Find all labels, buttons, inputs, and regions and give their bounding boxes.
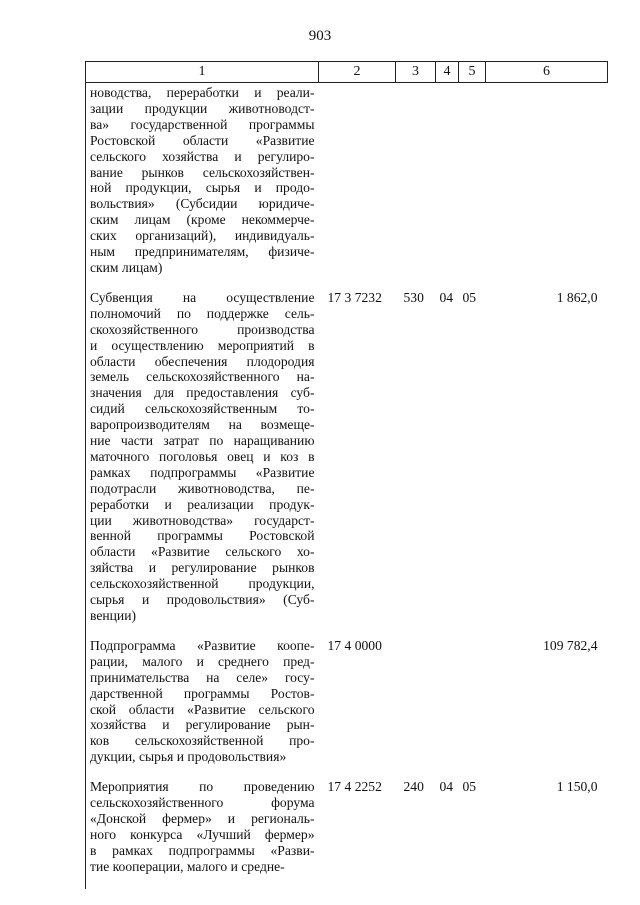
expense-type [396,83,436,290]
description-line: области «Развитие сельского хо- [90,544,315,560]
description-line: дукции, сырья и продовольствия» [90,749,287,765]
amount: 109 782,4 [543,637,598,653]
target-code: 17 3 7232 [327,289,382,305]
description-line: Подпрограмма «Развитие коопе- [90,637,315,653]
description-line: ских организаций), индивидуаль- [90,228,315,244]
column-header-3: 3 [396,62,436,83]
description-line: скохозяйственного производства [90,321,315,337]
section-code: 04 [439,289,454,305]
description-line: и осуществлению мероприятий в [90,337,315,353]
table-row [86,638,608,779]
column-header-5: 5 [459,62,486,83]
subsection-code [459,83,486,290]
amount: 1 862,0 [556,289,598,305]
target-code: 17 4 2252 [327,779,382,795]
description-line: ции животноводства» государст- [90,512,315,528]
expense-type: 240 [403,779,424,795]
amount [486,83,608,290]
description-line: венции) [90,608,136,623]
description-line: венной программы Ростовской [90,528,315,544]
section-code: 04 [439,779,454,795]
description-line: ного конкурса «Лучший фермер» [90,826,315,842]
description-line: хозяйства и регулирование рын- [90,717,315,733]
description-line: ва» государственной программы [90,116,315,132]
page-number: 903 [308,28,332,44]
description-line: зяйства и регулирование рынков [90,560,315,576]
description-line: маточного поголовья овец и коз в [90,448,315,464]
expense-type [396,638,436,779]
description-line: вольствия» (Субсидии юридиче- [90,196,315,212]
description-line: сельскохозяйственной продукции, [90,576,315,592]
description-line: ным предпринимателям, физиче- [90,244,315,260]
table-row [86,290,608,638]
table-header-row [86,62,608,83]
column-header-1: 1 [86,62,319,83]
subsection-code [459,638,486,779]
description-line: сельского хозяйства и регулиро- [90,148,315,164]
description-line: значения для предоставления суб- [90,385,315,401]
description-line: сырья и продовольствия» (Суб- [90,592,315,608]
description-line: «Донской фермер» и региональ- [90,810,315,826]
description-line: ной продукции, сырья и продо- [90,180,315,196]
row-description [86,83,319,290]
description-line: сельскохозяйственного форума [90,795,315,811]
description-line: Мероприятия по проведению [90,779,315,795]
row-description [86,638,319,779]
expense-type: 530 [403,289,424,305]
section-code [436,638,459,779]
description-line: ние части затрат по наращиванию [90,433,315,449]
description-line: тие кооперации, малого и средне- [90,858,285,874]
description-line: зации продукции животноводст- [90,100,315,116]
row-description [86,290,319,638]
description-line: реработки и реализации продук- [90,496,315,512]
description-line: полномочий по поддержке сель- [90,305,315,321]
description-line: области обеспечения плодородия [90,353,315,369]
target-code [319,83,396,290]
description-line: ков сельскохозяйственной про- [90,733,315,749]
table-row [86,83,608,290]
budget-table [85,61,608,889]
description-line: Ростовской области «Развитие [90,132,315,148]
subsection-code: 05 [462,779,477,795]
description-line: земель сельскохозяйственного на- [90,369,315,385]
target-code: 17 4 0000 [327,637,382,653]
column-header-2: 2 [319,62,396,83]
description-line: принимательства на селе» госу- [90,669,315,685]
column-header-6: 6 [486,62,608,83]
description-line: рамках подпрограммы «Развитие [90,464,315,480]
description-line: новодства, переработки и реали- [90,85,315,100]
description-line: Субвенция на осуществление [90,289,315,305]
description-line: ским лицам) [90,259,163,275]
description-line: варопроизводителям на возмеще- [90,417,315,433]
description-line: подотрасли животноводства, пе- [90,480,315,496]
description-line: сидий сельскохозяйственным то- [90,401,315,417]
section-code [436,83,459,290]
description-line: ской области «Развитие сельского [90,701,315,717]
table-row [86,779,608,888]
description-line: в рамках подпрограммы «Разви- [90,842,315,858]
subsection-code: 05 [462,289,477,305]
description-line: дарственной программы Ростов- [90,685,315,701]
column-header-4: 4 [436,62,459,83]
description-line: вание рынков сельскохозяйствен- [90,164,315,180]
description-line: рации, малого и среднего пред- [90,653,315,669]
amount: 1 150,0 [556,779,598,795]
row-description [86,779,319,888]
description-line: ским лицам (кроме некоммерче- [90,212,315,228]
